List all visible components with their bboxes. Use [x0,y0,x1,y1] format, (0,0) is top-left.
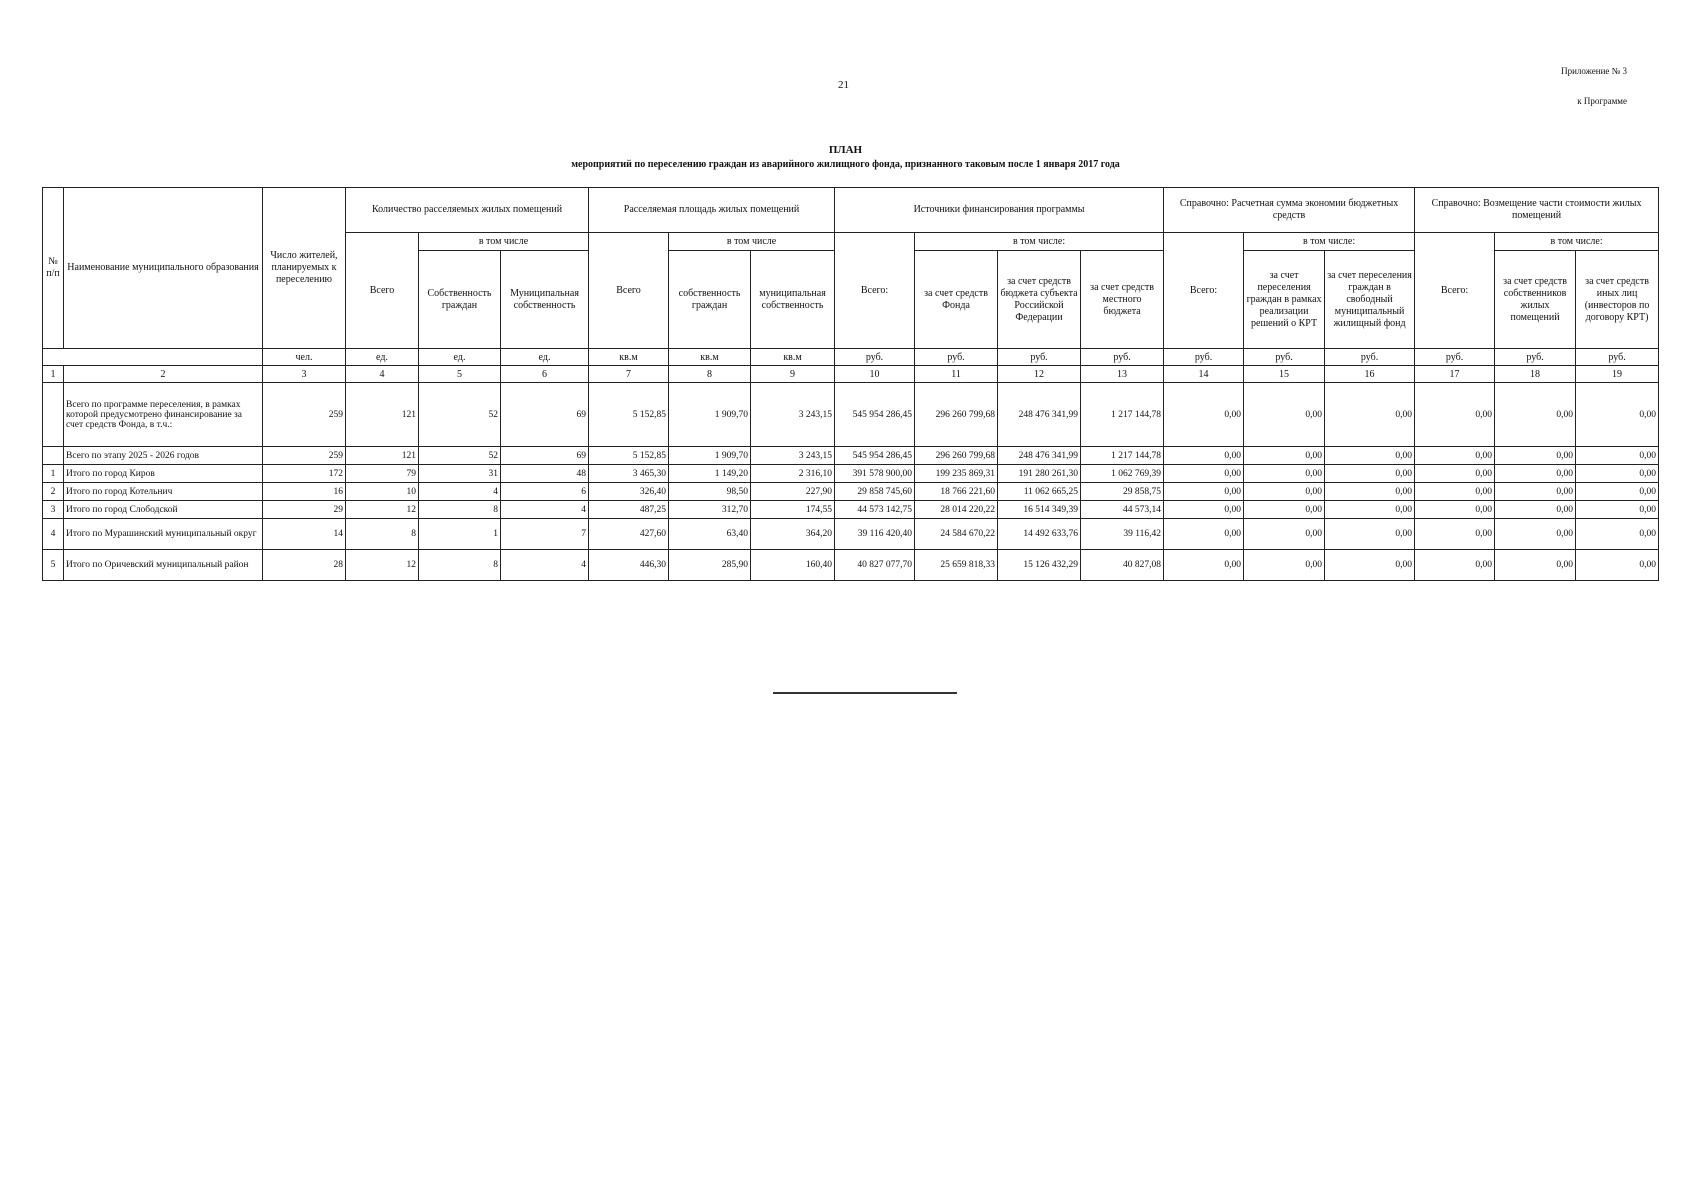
header-area-group: Расселяемая площадь жилых помещений [589,188,835,233]
row-value: 28 014 220,22 [915,501,998,519]
row-value: 0,00 [1576,483,1659,501]
row-number: 3 [43,501,64,519]
row-value: 0,00 [1325,465,1415,483]
row-value: 0,00 [1164,519,1244,550]
header-economy-group: Справочно: Расчетная сумма экономии бюджетных средств [1164,188,1415,233]
column-number: 14 [1164,366,1244,383]
row-value: 29 [263,501,346,519]
header-fin-incl: в том числе: [915,233,1164,251]
page-number: 21 [838,79,849,91]
row-value: 160,40 [751,550,835,581]
row-value: 285,90 [669,550,751,581]
row-value: 0,00 [1415,465,1495,483]
row-value: 0,00 [1576,465,1659,483]
row-value: 0,00 [1495,447,1576,465]
row-value: 0,00 [1244,501,1325,519]
header-num: № п/п [43,188,64,349]
row-value: 8 [346,519,419,550]
row-value: 69 [501,447,589,465]
row-value: 4 [501,501,589,519]
row-value: 10 [346,483,419,501]
row-value: 0,00 [1164,447,1244,465]
row-value: 0,00 [1576,501,1659,519]
row-number [43,383,64,447]
row-value: 98,50 [669,483,751,501]
column-number: 15 [1244,366,1325,383]
header-comp-total: Всего: [1415,233,1495,349]
row-value: 446,30 [589,550,669,581]
row-number: 2 [43,483,64,501]
row-value: 0,00 [1244,483,1325,501]
row-value: 39 116 420,40 [835,519,915,550]
header-fin-fund: за счет средств Фонда [915,251,998,349]
column-number: 4 [346,366,419,383]
header-rooms-own: Собственность граждан [419,251,501,349]
row-name: Итого по город Киров [64,465,263,483]
table-row [43,447,1659,465]
header-econ-free-fund: за счет переселения граждан в свободный муниципальный жилищный фонд [1325,251,1415,349]
column-number: 10 [835,366,915,383]
row-value: 1 [419,519,501,550]
row-value: 31 [419,465,501,483]
header-rooms-municipal: Муниципальная собственность [501,251,589,349]
row-value: 28 [263,550,346,581]
row-value: 12 [346,550,419,581]
row-value: 52 [419,383,501,447]
row-name: Итого по Оричевский муниципальный район [64,550,263,581]
row-name: Итого по город Котельнич [64,483,263,501]
table-row [43,519,1659,550]
row-value: 18 766 221,60 [915,483,998,501]
row-value: 6 [501,483,589,501]
row-value: 44 573 142,75 [835,501,915,519]
row-value: 52 [419,447,501,465]
row-value: 0,00 [1495,383,1576,447]
unit-cell: кв.м [669,349,751,366]
header-compensation-group: Справочно: Возмещение части стоимости жилых помещений [1415,188,1659,233]
row-value: 0,00 [1325,501,1415,519]
column-number: 12 [998,366,1081,383]
row-value: 0,00 [1325,550,1415,581]
header-comp-owners: за счет средств собственников жилых помещений [1495,251,1576,349]
column-number: 6 [501,366,589,383]
row-value: 0,00 [1415,550,1495,581]
header-comp-others: за счет средств иных лиц (инвесторов по договору КРТ) [1576,251,1659,349]
appendix-label [1561,56,1627,116]
row-value: 3 243,15 [751,383,835,447]
row-value: 14 492 633,76 [998,519,1081,550]
row-value: 1 217 144,78 [1081,447,1164,465]
row-value: 14 [263,519,346,550]
table-body [43,383,1659,581]
unit-cell: руб. [1244,349,1325,366]
row-value: 0,00 [1244,550,1325,581]
column-number: 5 [419,366,501,383]
row-value: 0,00 [1495,465,1576,483]
table-header [43,188,1659,383]
row-name: Всего по программе переселения, в рамках которой предусмотрено финансирование за счет средств Фонда, в т.ч.: [64,383,263,447]
row-value: 0,00 [1576,519,1659,550]
row-number: 4 [43,519,64,550]
row-value: 0,00 [1244,383,1325,447]
row-value: 8 [419,501,501,519]
header-name: Наименование муниципального образования [64,188,263,349]
column-numbers-row [43,366,1659,383]
row-number: 1 [43,465,64,483]
header-financing-group: Источники финансирования программы [835,188,1164,233]
row-value: 39 116,42 [1081,519,1164,550]
bottom-divider [773,692,957,694]
column-number: 17 [1415,366,1495,383]
row-value: 69 [501,383,589,447]
row-value: 0,00 [1495,501,1576,519]
unit-cell: ед. [419,349,501,366]
header-econ-krt: за счет переселения граждан в рамках реализации решений о КРТ [1244,251,1325,349]
header-rooms-incl: в том числе [419,233,589,251]
document-subtitle: мероприятий по переселению граждан из аварийного жилищного фонда, признанного таковым после 1 января 2017 года [571,159,1120,170]
row-value: 364,20 [751,519,835,550]
row-value: 0,00 [1325,447,1415,465]
row-value: 15 126 432,29 [998,550,1081,581]
row-value: 326,40 [589,483,669,501]
row-value: 0,00 [1325,483,1415,501]
row-name: Итого по город Слободской [64,501,263,519]
row-value: 1 909,70 [669,383,751,447]
unit-cell: ед. [346,349,419,366]
row-value: 545 954 286,45 [835,447,915,465]
row-value: 3 465,30 [589,465,669,483]
column-number: 19 [1576,366,1659,383]
row-value: 5 152,85 [589,447,669,465]
row-value: 11 062 665,25 [998,483,1081,501]
row-value: 391 578 900,00 [835,465,915,483]
row-value: 0,00 [1576,383,1659,447]
row-value: 1 062 769,39 [1081,465,1164,483]
row-value: 259 [263,447,346,465]
row-value: 0,00 [1244,465,1325,483]
unit-cell: руб. [915,349,998,366]
unit-cell: руб. [998,349,1081,366]
row-value: 8 [419,550,501,581]
column-number: 9 [751,366,835,383]
row-value: 63,40 [669,519,751,550]
row-value: 79 [346,465,419,483]
unit-cell: кв.м [589,349,669,366]
row-value: 121 [346,383,419,447]
row-value: 0,00 [1164,383,1244,447]
row-value: 487,25 [589,501,669,519]
row-value: 3 243,15 [751,447,835,465]
header-comp-incl: в том числе: [1495,233,1659,251]
table-row [43,383,1659,447]
row-value: 0,00 [1415,447,1495,465]
row-value: 427,60 [589,519,669,550]
column-number: 2 [64,366,263,383]
column-number: 11 [915,366,998,383]
unit-cell: руб. [1081,349,1164,366]
row-value: 227,90 [751,483,835,501]
row-value: 48 [501,465,589,483]
row-value: 4 [501,550,589,581]
row-value: 40 827,08 [1081,550,1164,581]
row-value: 312,70 [669,501,751,519]
row-value: 1 149,20 [669,465,751,483]
row-value: 0,00 [1576,447,1659,465]
row-value: 7 [501,519,589,550]
row-value: 1 909,70 [669,447,751,465]
row-value: 40 827 077,70 [835,550,915,581]
row-value: 191 280 261,30 [998,465,1081,483]
row-value: 0,00 [1164,483,1244,501]
row-value: 199 235 869,31 [915,465,998,483]
resettlement-plan-table [42,187,1659,581]
row-number: 5 [43,550,64,581]
unit-cell: чел. [263,349,346,366]
row-value: 2 316,10 [751,465,835,483]
row-value: 0,00 [1415,483,1495,501]
unit-cell: руб. [1576,349,1659,366]
row-value: 0,00 [1244,519,1325,550]
row-value: 0,00 [1164,465,1244,483]
unit-cell: руб. [1415,349,1495,366]
row-value: 0,00 [1415,383,1495,447]
column-number: 16 [1325,366,1415,383]
row-value: 248 476 341,99 [998,447,1081,465]
header-econ-incl: в том числе: [1244,233,1415,251]
header-econ-total: Всего: [1164,233,1244,349]
header-rooms-total: Всего [346,233,419,349]
table-row [43,501,1659,519]
unit-cell: руб. [1325,349,1415,366]
column-number: 7 [589,366,669,383]
row-value: 5 152,85 [589,383,669,447]
unit-cell: руб. [1164,349,1244,366]
row-value: 172 [263,465,346,483]
unit-cell: кв.м [751,349,835,366]
row-value: 4 [419,483,501,501]
header-residents: Число жителей, планируемых к переселению [263,188,346,349]
row-value: 0,00 [1415,519,1495,550]
unit-cell: ед. [501,349,589,366]
row-value: 16 [263,483,346,501]
row-value: 0,00 [1576,550,1659,581]
column-number: 1 [43,366,64,383]
header-fin-total: Всего: [835,233,915,349]
header-area-incl: в том числе [669,233,835,251]
appendix-line-1: Приложение № 3 [1561,66,1627,76]
column-number: 8 [669,366,751,383]
row-value: 25 659 818,33 [915,550,998,581]
unit-cell: руб. [835,349,915,366]
header-fin-subject: за счет средств бюджета субъекта Российской Федерации [998,251,1081,349]
row-value: 12 [346,501,419,519]
column-number: 13 [1081,366,1164,383]
row-value: 0,00 [1164,550,1244,581]
row-value: 16 514 349,39 [998,501,1081,519]
unit-cell: руб. [1495,349,1576,366]
row-value: 0,00 [1164,501,1244,519]
row-value: 121 [346,447,419,465]
header-area-total: Всего [589,233,669,349]
row-value: 29 858 745,60 [835,483,915,501]
row-value: 0,00 [1325,519,1415,550]
row-value: 296 260 799,68 [915,447,998,465]
header-fin-local: за счет средств местного бюджета [1081,251,1164,349]
column-number: 18 [1495,366,1576,383]
row-value: 0,00 [1415,501,1495,519]
document-title: ПЛАН [828,144,863,156]
row-value: 0,00 [1244,447,1325,465]
row-value: 248 476 341,99 [998,383,1081,447]
units-row [43,349,1659,366]
table-row [43,550,1659,581]
row-value: 0,00 [1495,550,1576,581]
row-number [43,447,64,465]
row-value: 0,00 [1325,383,1415,447]
column-number: 3 [263,366,346,383]
row-value: 545 954 286,45 [835,383,915,447]
row-value: 259 [263,383,346,447]
row-value: 44 573,14 [1081,501,1164,519]
appendix-line-2: к Программе [1577,96,1627,106]
header-rooms-group: Количество расселяемых жилых помещений [346,188,589,233]
row-value: 29 858,75 [1081,483,1164,501]
header-area-own: собственность граждан [669,251,751,349]
table-row [43,483,1659,501]
row-value: 0,00 [1495,519,1576,550]
row-name: Всего по этапу 2025 - 2026 годов [64,447,263,465]
row-value: 0,00 [1495,483,1576,501]
row-value: 1 217 144,78 [1081,383,1164,447]
row-name: Итого по Мурашинский муниципальный округ [64,519,263,550]
header-area-municipal: муниципальная собственность [751,251,835,349]
row-value: 296 260 799,68 [915,383,998,447]
row-value: 24 584 670,22 [915,519,998,550]
row-value: 174,55 [751,501,835,519]
table-row [43,465,1659,483]
